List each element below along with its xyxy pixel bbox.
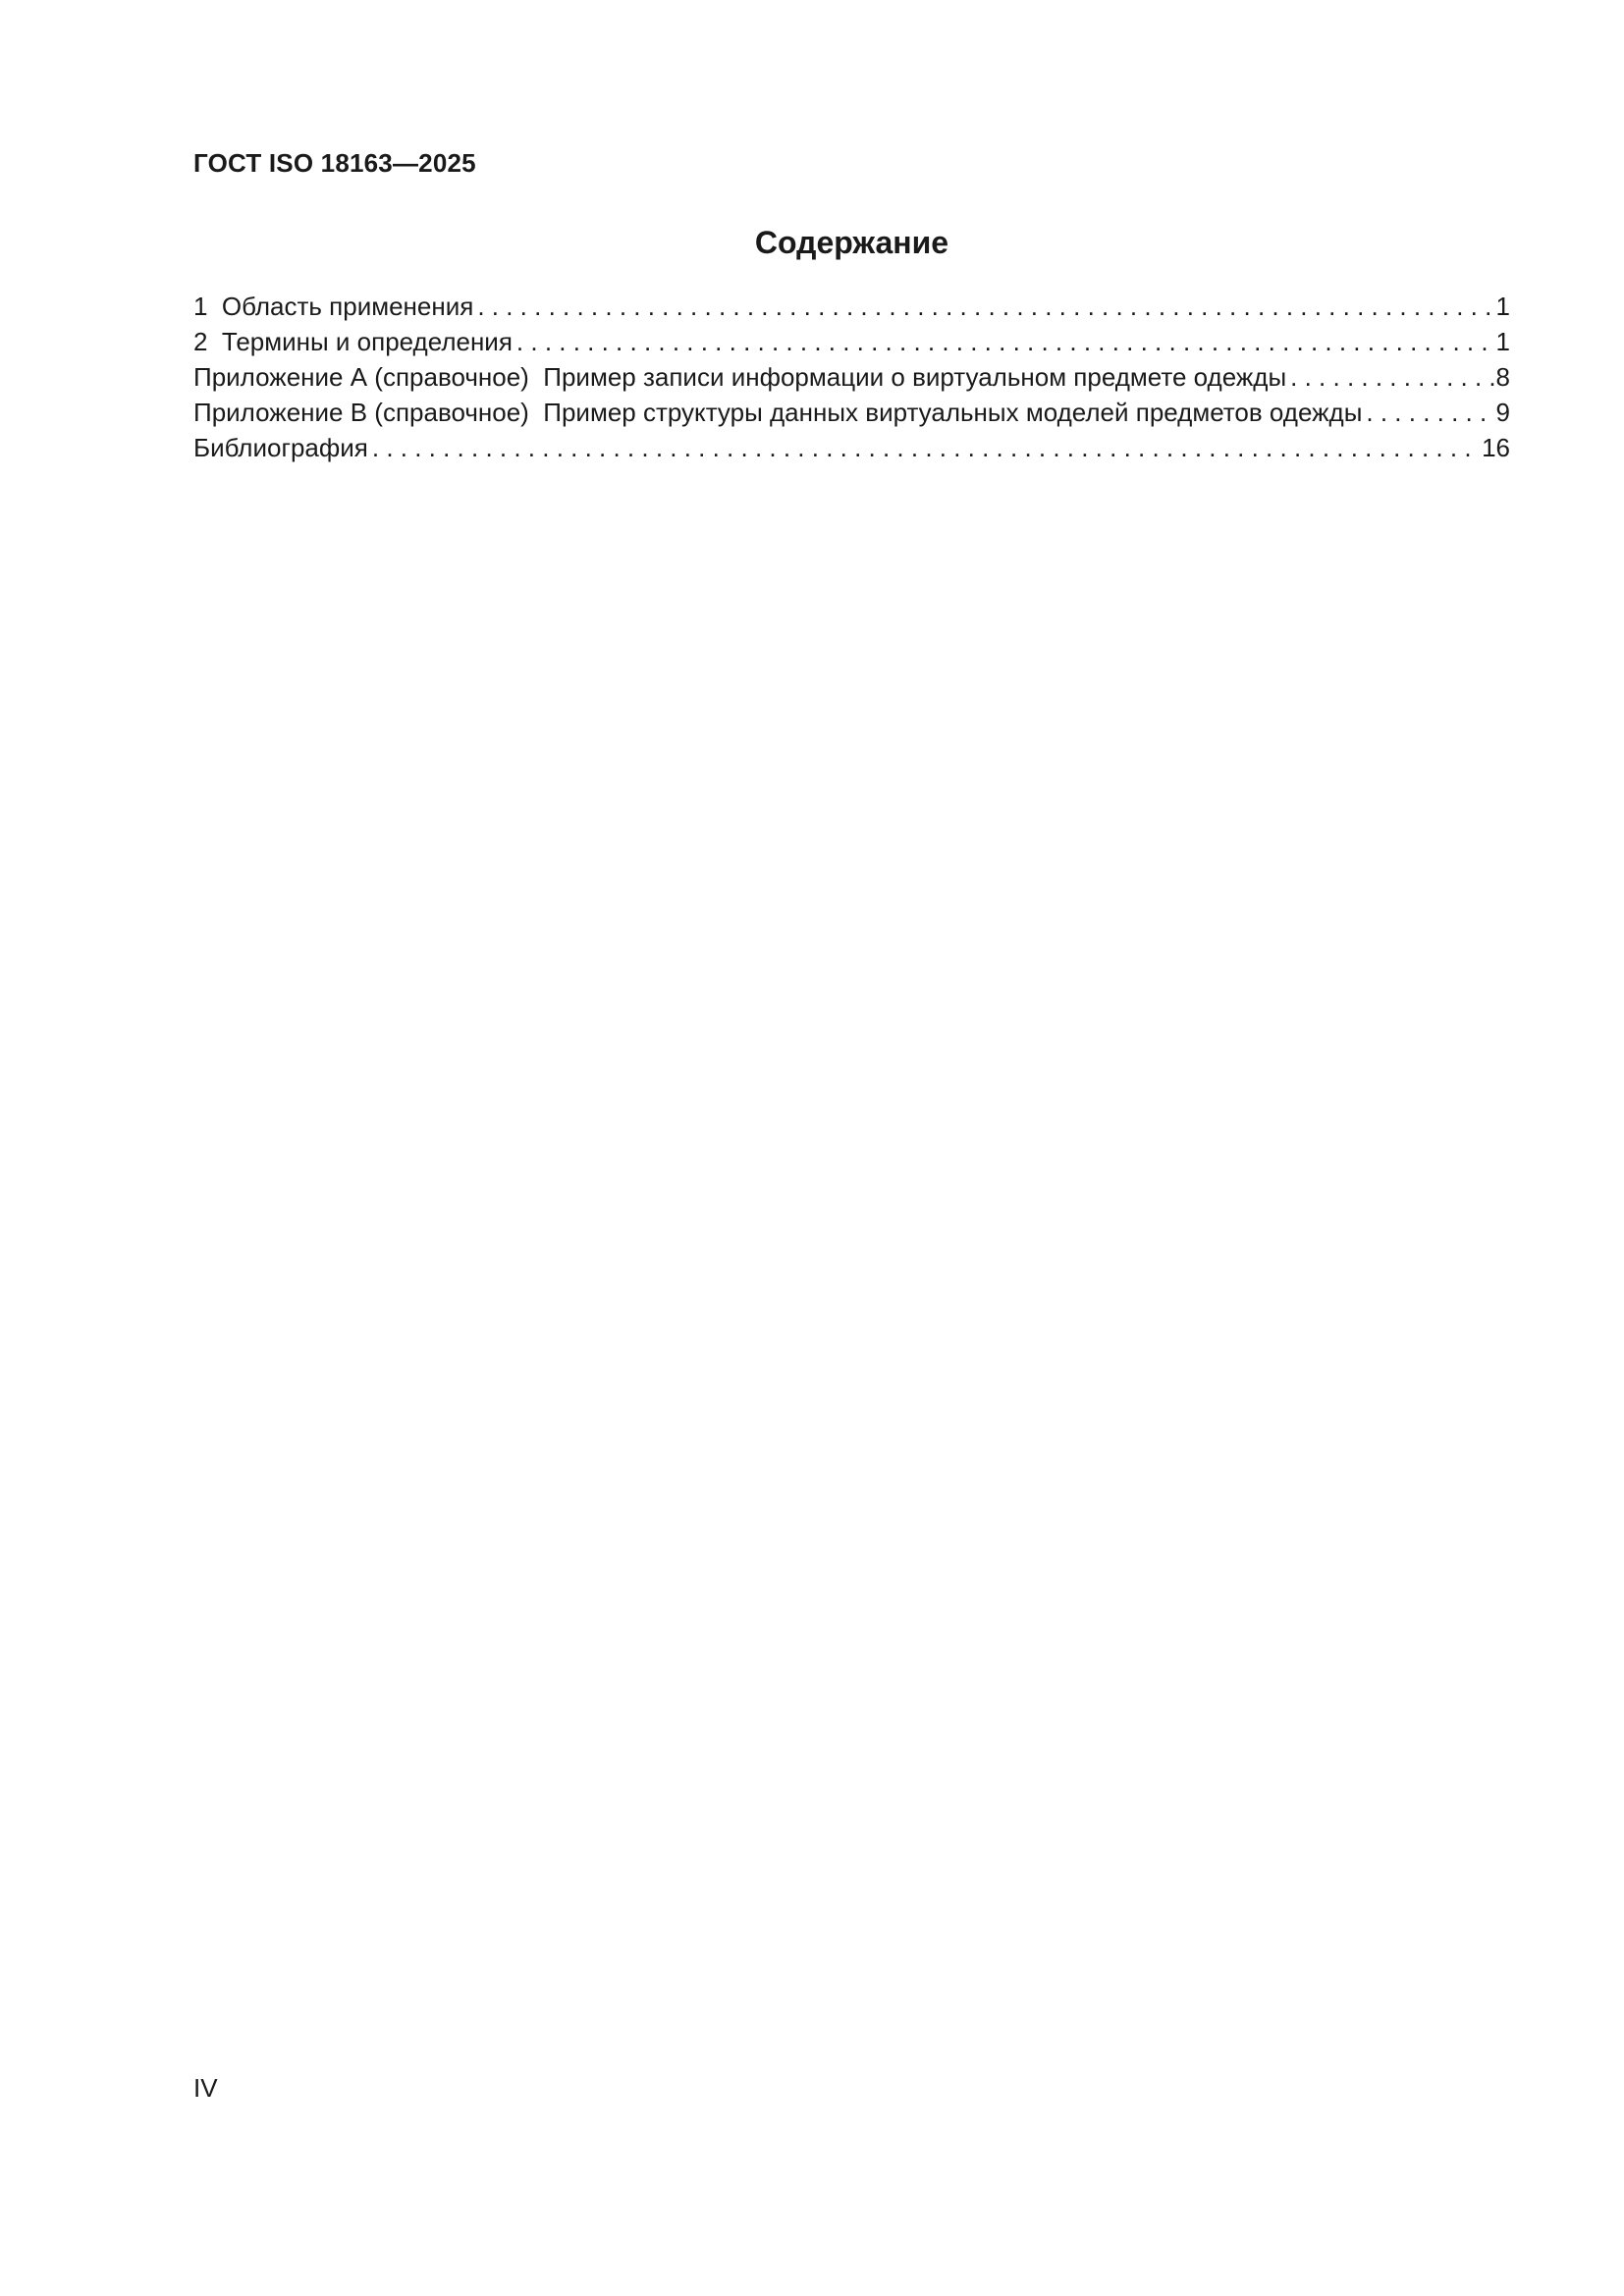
toc-title: Содержание bbox=[754, 225, 949, 260]
toc-dot-leader bbox=[473, 289, 1493, 324]
toc-entry-label: Приложение А (справочное) Пример записи информации о виртуальном предмете одежды bbox=[193, 362, 1287, 392]
toc-dot-leader bbox=[513, 324, 1494, 359]
toc-entry-label: 1 Область применения bbox=[193, 292, 474, 321]
toc-entry-label: Приложение В (справочное) Пример структуры данных виртуальных моделей предметов одежды bbox=[193, 398, 1363, 427]
toc-entry-page: 1 bbox=[1495, 327, 1510, 356]
toc-entry-terms[interactable] bbox=[193, 324, 1510, 359]
toc-entry-page: 16 bbox=[1482, 433, 1510, 462]
toc-dot-leader bbox=[1362, 395, 1493, 430]
toc-list bbox=[193, 289, 1510, 465]
document-header: ГОСТ ISO 18163—2025 bbox=[193, 148, 476, 178]
toc-entry-bibliography[interactable] bbox=[193, 430, 1510, 465]
toc-entry-scope[interactable] bbox=[193, 289, 1510, 324]
toc-entry-annex-a[interactable] bbox=[193, 359, 1510, 395]
toc-entry-annex-b[interactable] bbox=[193, 395, 1510, 430]
toc-dot-leader bbox=[1286, 359, 1493, 395]
toc-entry-page: 8 bbox=[1495, 362, 1510, 392]
toc-entry-label: Библиография bbox=[193, 433, 368, 462]
toc-entry-page: 9 bbox=[1495, 398, 1510, 427]
toc-dot-leader bbox=[368, 430, 1480, 465]
page-number: IV bbox=[193, 2073, 218, 2103]
toc-entry-page: 1 bbox=[1495, 292, 1510, 321]
toc-entry-label: 2 Термины и определения bbox=[193, 327, 513, 356]
